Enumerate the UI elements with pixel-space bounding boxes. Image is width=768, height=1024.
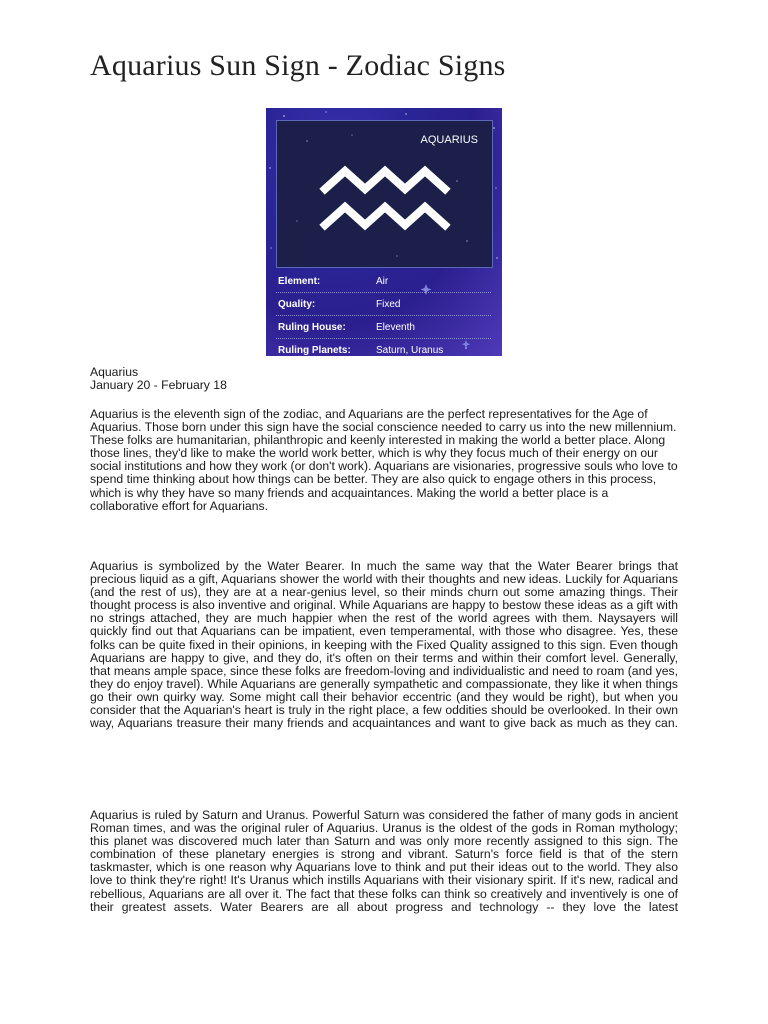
sign-symbol-panel [276,120,493,268]
quality-label: Quality: [278,298,316,310]
ruling-house-value: Eleventh [376,321,415,333]
quality-row [276,293,491,316]
ruling-planets-label: Ruling Planets: [278,344,351,356]
aquarius-sign-card [266,108,502,356]
paragraph-symbol: Aquarius is symbolized by the Water Bearer. In much the same way that the Water Bearer brings that precious liquid as a gift, Aquarians shower the world with their thoughts and new ideas. Luckily for Aquarians (and the rest of us), they are at a near-genius level, so their minds churn out some amazing things. Their thought process is also inventive and original. While Aquarians are happy to bestow these ideas as a gift with no strings attached, they are much happier when the rest of the world agrees with them. Naysayers will quickly find out that Aquarians can be impatient, even temperamental, with those who disagree. Yes, these folks can be quite fixed in their opinions, in keeping with the Fixed Quality assigned to this sign. Even though Aquarians are happy to give, and they do, it's often on their terms and within their comfort level. Generally, that means ample space, since these folks are freedom-loving and individualistic and need to roam (and yes, they do enjoy travel). While Aquarians are generally sympathetic and compassionate, they like it when things go their own quirky way. Some might call their behavior eccentric (and they would be right), but when you consider that the Aquarian's heart is truly in the right place, a few oddities should be overlooked. In their own way, Aquarians treasure their many friends and acquaintances and want to give back as much as they can. [90,559,678,731]
element-row [276,270,491,293]
sign-heading: Aquarius [90,365,139,379]
ruling-planets-row [276,339,491,356]
page-title: Aquarius Sun Sign - Zodiac Signs [90,49,506,82]
ruling-house-row [276,316,491,339]
sign-dates: January 20 - February 18 [90,378,227,392]
sign-name-label: AQUARIUS [420,134,478,146]
sign-attributes-table [276,270,491,356]
ruling-house-label: Ruling House: [278,321,346,333]
paragraph-intro: Aquarius is the eleventh sign of the zodiac, and Aquarians are the perfect representatives for the Age of Aquarius. Those born under this sign have the social conscience needed to carry us into the new millennium. These folks are humanitarian, philanthropic and keenly interested in making the world a better place. Along those lines, they'd like to make the world work better, which is why they focus much of their energy on our social institutions and how they work (or don't work). Aquarians are visionaries, progressive souls who love to spend time thinking about how things can be better. They are also quick to engage others in this process, which is why they have so many friends and acquaintances. Making the world a better place is a collaborative effort for Aquarians. [90,407,678,513]
paragraph-rulers: Aquarius is ruled by Saturn and Uranus. Powerful Saturn was considered the father of many gods in ancient Roman times, and was the original ruler of Aquarius. Uranus is the oldest of the gods in Roman mythology; this planet was discovered much later than Saturn and was only more recently assigned to this sign. The combination of these planetary energies is strong and vibrant. Saturn's force field is that of the stern taskmaster, which is one reason why Aquarians love to think and put their ideas out to the world. They also love to think they're right! It's Uranus which instills Aquarians with their visionary spirit. If it's new, radical and rebellious, Aquarians are all over it. The fact that these folks can think so creatively and inventively is one of their greatest assets. Water Bearers are all about progress and technology -- they love the latest [90,808,678,914]
aquarius-symbol-icon [317,159,457,239]
ruling-planets-value: Saturn, Uranus [376,344,444,356]
quality-value: Fixed [376,298,401,310]
element-value: Air [376,275,389,287]
element-label: Element: [278,275,321,287]
